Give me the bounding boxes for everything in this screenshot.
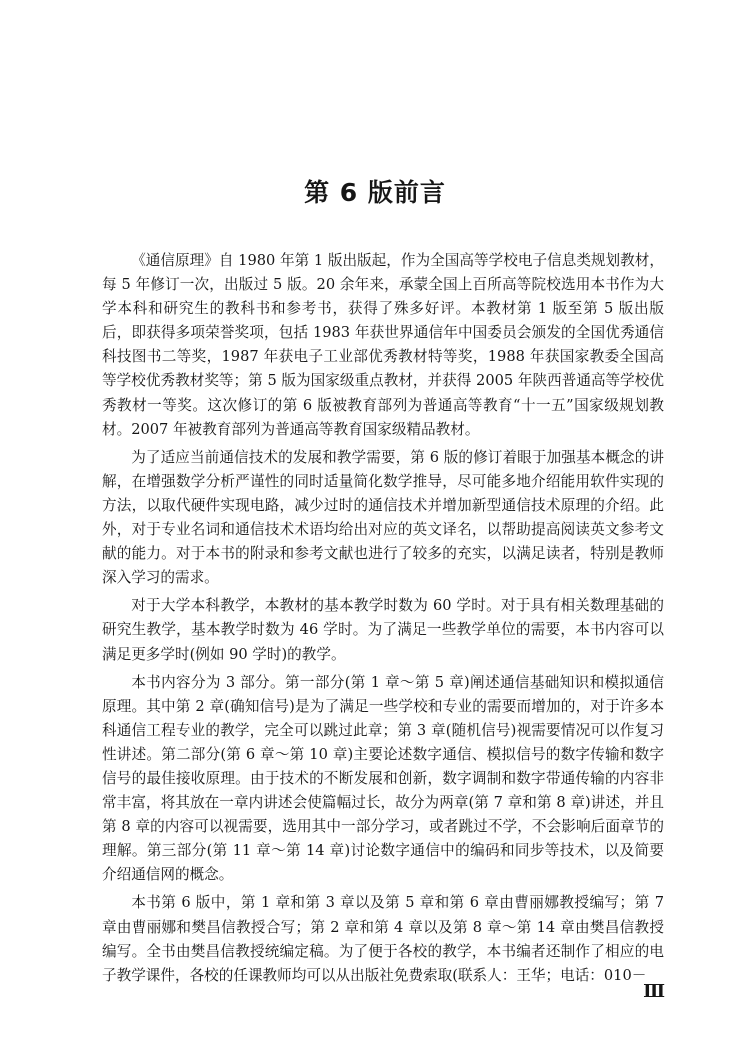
page-title: 第 6 版前言: [304, 178, 446, 207]
paragraph: 为了适应当前通信技术的发展和教学需要，第 6 版的修订着眼于加强基本概念的讲解，在增强数学分析严谨性的同时适量简化数学推导，尽可能多地介绍能用软件实现的方法，以取代硬件实现电路，减少过时的通信技术并增加新型通信技术原理的介绍。此外，对于专业名词和通信技术术语均给出对应的英文译名，以帮助提高阅读英文参考文献的能力。对于本书的附录和参考文献也进行了较多的充实，以满足读者，特别是教师深入学习的需求。: [102, 448, 664, 587]
preface-body: [102, 249, 664, 992]
paragraph: 本书第 6 版中，第 1 章和第 3 章以及第 5 章和第 6 章由曹丽娜教授编写；第 7 章由曹丽娜和樊昌信教授合写；第 2 章和第 4 章以及第 8 章～第 14 章由樊昌信教授编写。全书由樊昌信教授统编定稿。为了便于各校的教学，本书编者还制作了相应的电子教学课件，各校的任课教师均可以从出版社免费索取(联系人：王华；电话：010－: [102, 894, 664, 984]
paragraph: 本书内容分为 3 部分。第一部分(第 1 章～第 5 章)阐述通信基础知识和模拟通信原理。其中第 2 章(确知信号)是为了满足一些学校和专业的需要而增加的，对于许多本科通信工程专业的教学，完全可以跳过此章；第 3 章(随机信号)视需要情况可以作复习性讲述。第二部分(第 6 章～第 10 章)主要论述数字通信、模拟信号的数字传输和数字信号的最佳接收原理。由于技术的不断发展和创新，数字调制和数字带通传输的内容非常丰富，将其放在一章内讲述会使篇幅过长，故分为两章(第 7 章和第 8 章)讲述，并且第 8 章的内容可以视需要，选用其中一部分学习，或者跳过不学，不会影响后面章节的理解。第三部分(第 11 章～第 14 章)讨论数字通信中的编码和同步等技术，以及简要介绍通信网的概念。: [102, 673, 664, 884]
paragraph: 对于大学本科教学，本教材的基本教学时数为 60 学时。对于具有相关数理基础的研究生教学，基本教学时数为 46 学时。为了满足一些教学单位的需要，本书内容可以满足更多学时(例如 90 学时)的教学。: [102, 597, 664, 663]
page-number: Ⅲ: [643, 981, 664, 1002]
paragraph: 《通信原理》自 1980 年第 1 版出版起，作为全国高等学校电子信息类规划教材，每 5 年修订一次，出版过 5 版。20 余年来，承蒙全国上百所高等院校选用本书作为大学本科和研究生的教科书和参考书，获得了殊多好评。本教材第 1 版至第 5 版出版后，即获得多项荣誉奖项，包括 1983 年获世界通信年中国委员会颁发的全国优秀通信科技图书二等奖，1987 年获电子工业部优秀教材特等奖，1988 年获国家教委全国高等学校优秀教材奖等；第 5 版为国家级重点教材，并获得 2005 年陕西普通高等学校优秀教材一等奖。这次修订的第 6 版被教育部列为普通高等教育“十一五”国家级规划教材。2007 年被教育部列为普通高等教育国家级精品教材。: [102, 252, 664, 438]
